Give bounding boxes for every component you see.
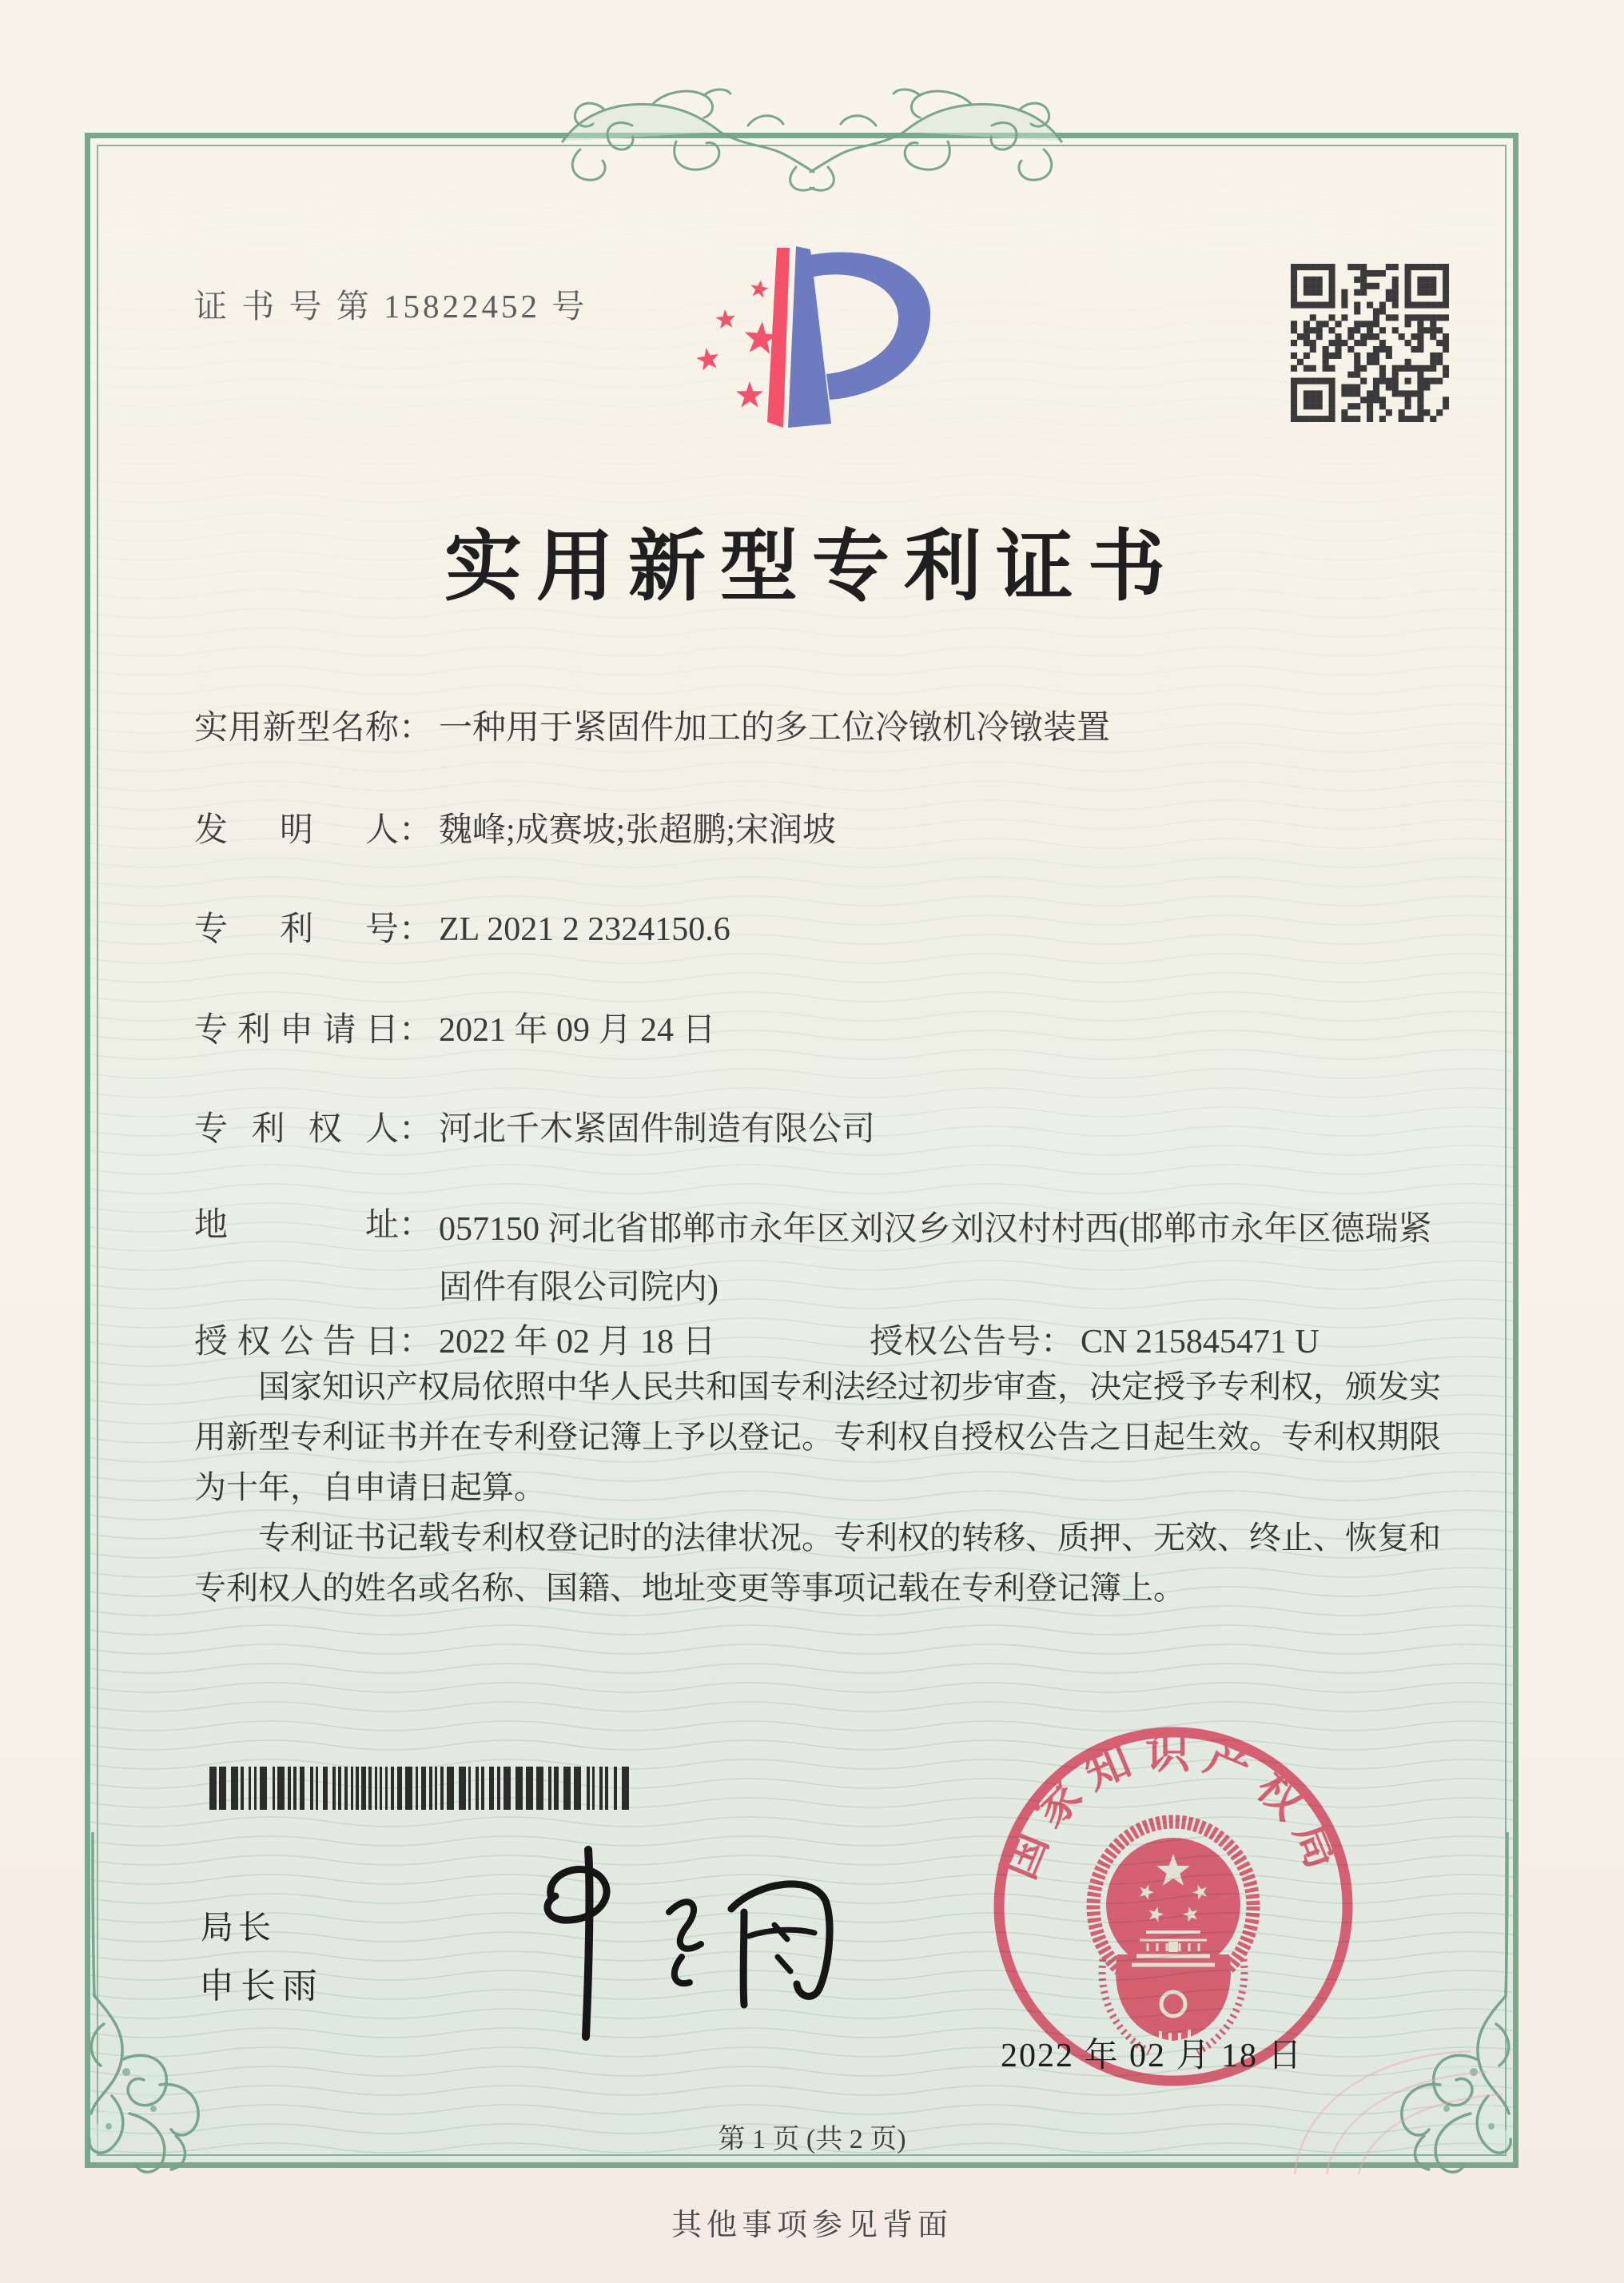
field-grant-date-and-number: 授权公告日 ： 2022 年 02 月 18 日 授权公告号 ： CN 215845471 U bbox=[194, 1317, 1457, 1367]
national-emblem bbox=[1093, 1822, 1253, 2052]
legal-paragraph-2: 专利证书记载专利权登记时的法律状况。专利权的转移、质押、无效、终止、恢复和专利权人的姓名或名称、国籍、地址变更等事项记载在专利登记簿上。 bbox=[194, 1520, 1441, 1606]
field-label: 专利号 bbox=[194, 911, 399, 948]
field-label: 地址 bbox=[194, 1207, 399, 1244]
field-value: 一种用于紧固件加工的多工位冷镦机冷镦装置 bbox=[439, 710, 1111, 747]
field-label: 专利申请日 bbox=[194, 1012, 399, 1049]
field-utility-model-name: 实用新型名称 ： 一种用于紧固件加工的多工位冷镦机冷镦装置 bbox=[194, 703, 1110, 753]
field-value: 2022 年 02 月 18 日 bbox=[439, 1324, 716, 1361]
commissioner-title: 局长 bbox=[201, 1909, 276, 1946]
qr-code bbox=[1291, 264, 1449, 422]
certificate-number: 证 书 号 第 15822452 号 bbox=[194, 288, 588, 325]
field-filing-date: 专利申请日 ： 2021 年 09 月 24 日 bbox=[194, 1006, 716, 1055]
field-label: 发明人 bbox=[194, 812, 399, 849]
field-value: ZL 2021 2 2324150.6 bbox=[439, 911, 730, 948]
field-label: 实用新型名称 bbox=[194, 710, 399, 747]
field-address: 地址 ： 057150 河北省邯郸市永年区刘汉乡刘汉村村西(邯郸市永年区德瑞紧固件有限公司院内) bbox=[194, 1201, 1446, 1317]
field-grant-number: 授权公告号 ： CN 215845471 U bbox=[870, 1317, 1320, 1367]
field-value: CN 215845471 U bbox=[1081, 1324, 1320, 1361]
legal-paragraphs bbox=[194, 1361, 1441, 1613]
seal-date: 2022 年 02 月 18 日 bbox=[1001, 2038, 1304, 2074]
field-value: 河北千木紧固件制造有限公司 bbox=[439, 1111, 876, 1148]
legal-paragraph-1: 国家知识产权局依照中华人民共和国专利法经过初步审查，决定授予专利权，颁发实用新型专利证书并在专利登记簿上予以登记。专利权自授权公告之日起生效。专利权期限为十年，自申请日起算。 bbox=[194, 1369, 1441, 1505]
field-value: 2021 年 09 月 24 日 bbox=[439, 1012, 716, 1049]
commissioner-name: 申长雨 bbox=[199, 1966, 324, 2006]
field-patent-number: 专利号 ： ZL 2021 2 2324150.6 bbox=[194, 905, 730, 954]
back-side-note: 其他事项参见背面 bbox=[671, 2209, 953, 2242]
field-value: 魏峰;成赛坡;张超鹏;宋润坡 bbox=[439, 812, 837, 849]
field-inventors: 发明人 ： 魏峰;成赛坡;张超鹏;宋润坡 bbox=[194, 806, 836, 855]
cnipa-patent-logo bbox=[694, 240, 941, 440]
field-label: 授权公告日 bbox=[194, 1324, 399, 1361]
page-number: 第 1 页 (共 2 页) bbox=[718, 2125, 906, 2154]
certificate-title: 实用新型专利证书 bbox=[444, 524, 1180, 610]
field-value: 057150 河北省邯郸市永年区刘汉乡刘汉村村西(邯郸市永年区德瑞紧固件有限公司院内) bbox=[439, 1211, 1432, 1306]
barcode bbox=[209, 1767, 630, 1810]
seal-ring-text: 国家知识产权局 bbox=[994, 1728, 1352, 1887]
field-patentee: 专利权人 ： 河北千木紧固件制造有限公司 bbox=[194, 1105, 875, 1154]
field-label: 授权公告号 bbox=[870, 1324, 1041, 1361]
commissioner-handwritten-signature bbox=[468, 1839, 851, 2046]
field-label: 专利权人 bbox=[194, 1111, 399, 1148]
